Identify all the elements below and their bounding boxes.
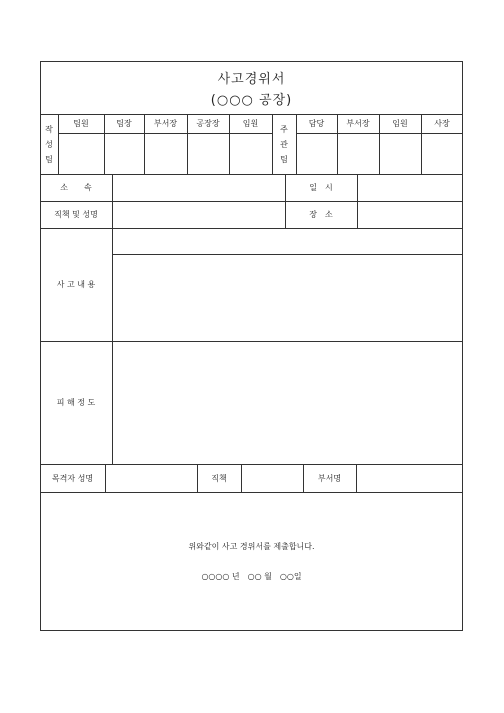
signature-box[interactable] bbox=[188, 134, 228, 174]
role-staff: 담당 bbox=[308, 119, 325, 128]
damage-extent-label: 피 해 정 도 bbox=[56, 398, 96, 407]
position-name-label: 직책 및 성명 bbox=[54, 210, 98, 219]
supervising-team-label: 주 관 팀 bbox=[280, 124, 288, 164]
role-executive: 임원 bbox=[392, 119, 408, 128]
page-title: 사고경위서 bbox=[217, 71, 286, 87]
divider bbox=[40, 492, 463, 493]
submission-statement: 위와같이 사고 경위서를 제출합니다. bbox=[188, 541, 315, 551]
witness-name-label: 목격자 성명 bbox=[51, 473, 94, 483]
accident-details-label: 사 고 내 용 bbox=[56, 280, 96, 289]
submission-date: ○○○○ 년 ○○ 월 ○○일 bbox=[201, 571, 302, 581]
signature-box[interactable] bbox=[422, 134, 462, 174]
role-executive: 임원 bbox=[242, 119, 259, 128]
witness-name-field[interactable] bbox=[106, 465, 196, 491]
role-team-leader: 팀장 bbox=[116, 119, 132, 128]
location-field[interactable] bbox=[358, 202, 462, 227]
signature-box[interactable] bbox=[105, 134, 143, 174]
accident-details-field[interactable] bbox=[113, 255, 463, 340]
role-dept-head: 부서장 bbox=[153, 119, 178, 128]
page-subtitle: (○○○ 공장) bbox=[210, 92, 293, 108]
datetime-label: 일 시 bbox=[309, 183, 333, 192]
location-label: 장 소 bbox=[309, 210, 333, 219]
witness-position-field[interactable] bbox=[242, 465, 302, 491]
position-name-field[interactable] bbox=[113, 202, 284, 227]
affiliation-field[interactable] bbox=[113, 175, 284, 200]
role-team-member: 팀원 bbox=[73, 119, 89, 128]
role-dept-head: 부서장 bbox=[346, 119, 370, 128]
signature-box[interactable] bbox=[297, 134, 336, 174]
witness-position-label: 직책 bbox=[211, 473, 227, 483]
department-name-label: 부서명 bbox=[317, 473, 342, 483]
department-name-field[interactable] bbox=[357, 465, 462, 491]
signature-box[interactable] bbox=[380, 134, 420, 174]
damage-extent-field[interactable] bbox=[113, 342, 463, 463]
affiliation-label: 소 속 bbox=[60, 183, 92, 192]
datetime-field[interactable] bbox=[358, 175, 462, 200]
author-team-label: 작 성 팀 bbox=[45, 124, 53, 164]
signature-box[interactable] bbox=[338, 134, 378, 174]
signature-box[interactable] bbox=[145, 134, 186, 174]
role-president: 사장 bbox=[434, 119, 450, 128]
accident-details-field[interactable] bbox=[113, 229, 463, 254]
signature-box[interactable] bbox=[230, 134, 271, 174]
signature-box[interactable] bbox=[59, 134, 103, 174]
role-plant-manager: 공장장 bbox=[196, 119, 220, 128]
